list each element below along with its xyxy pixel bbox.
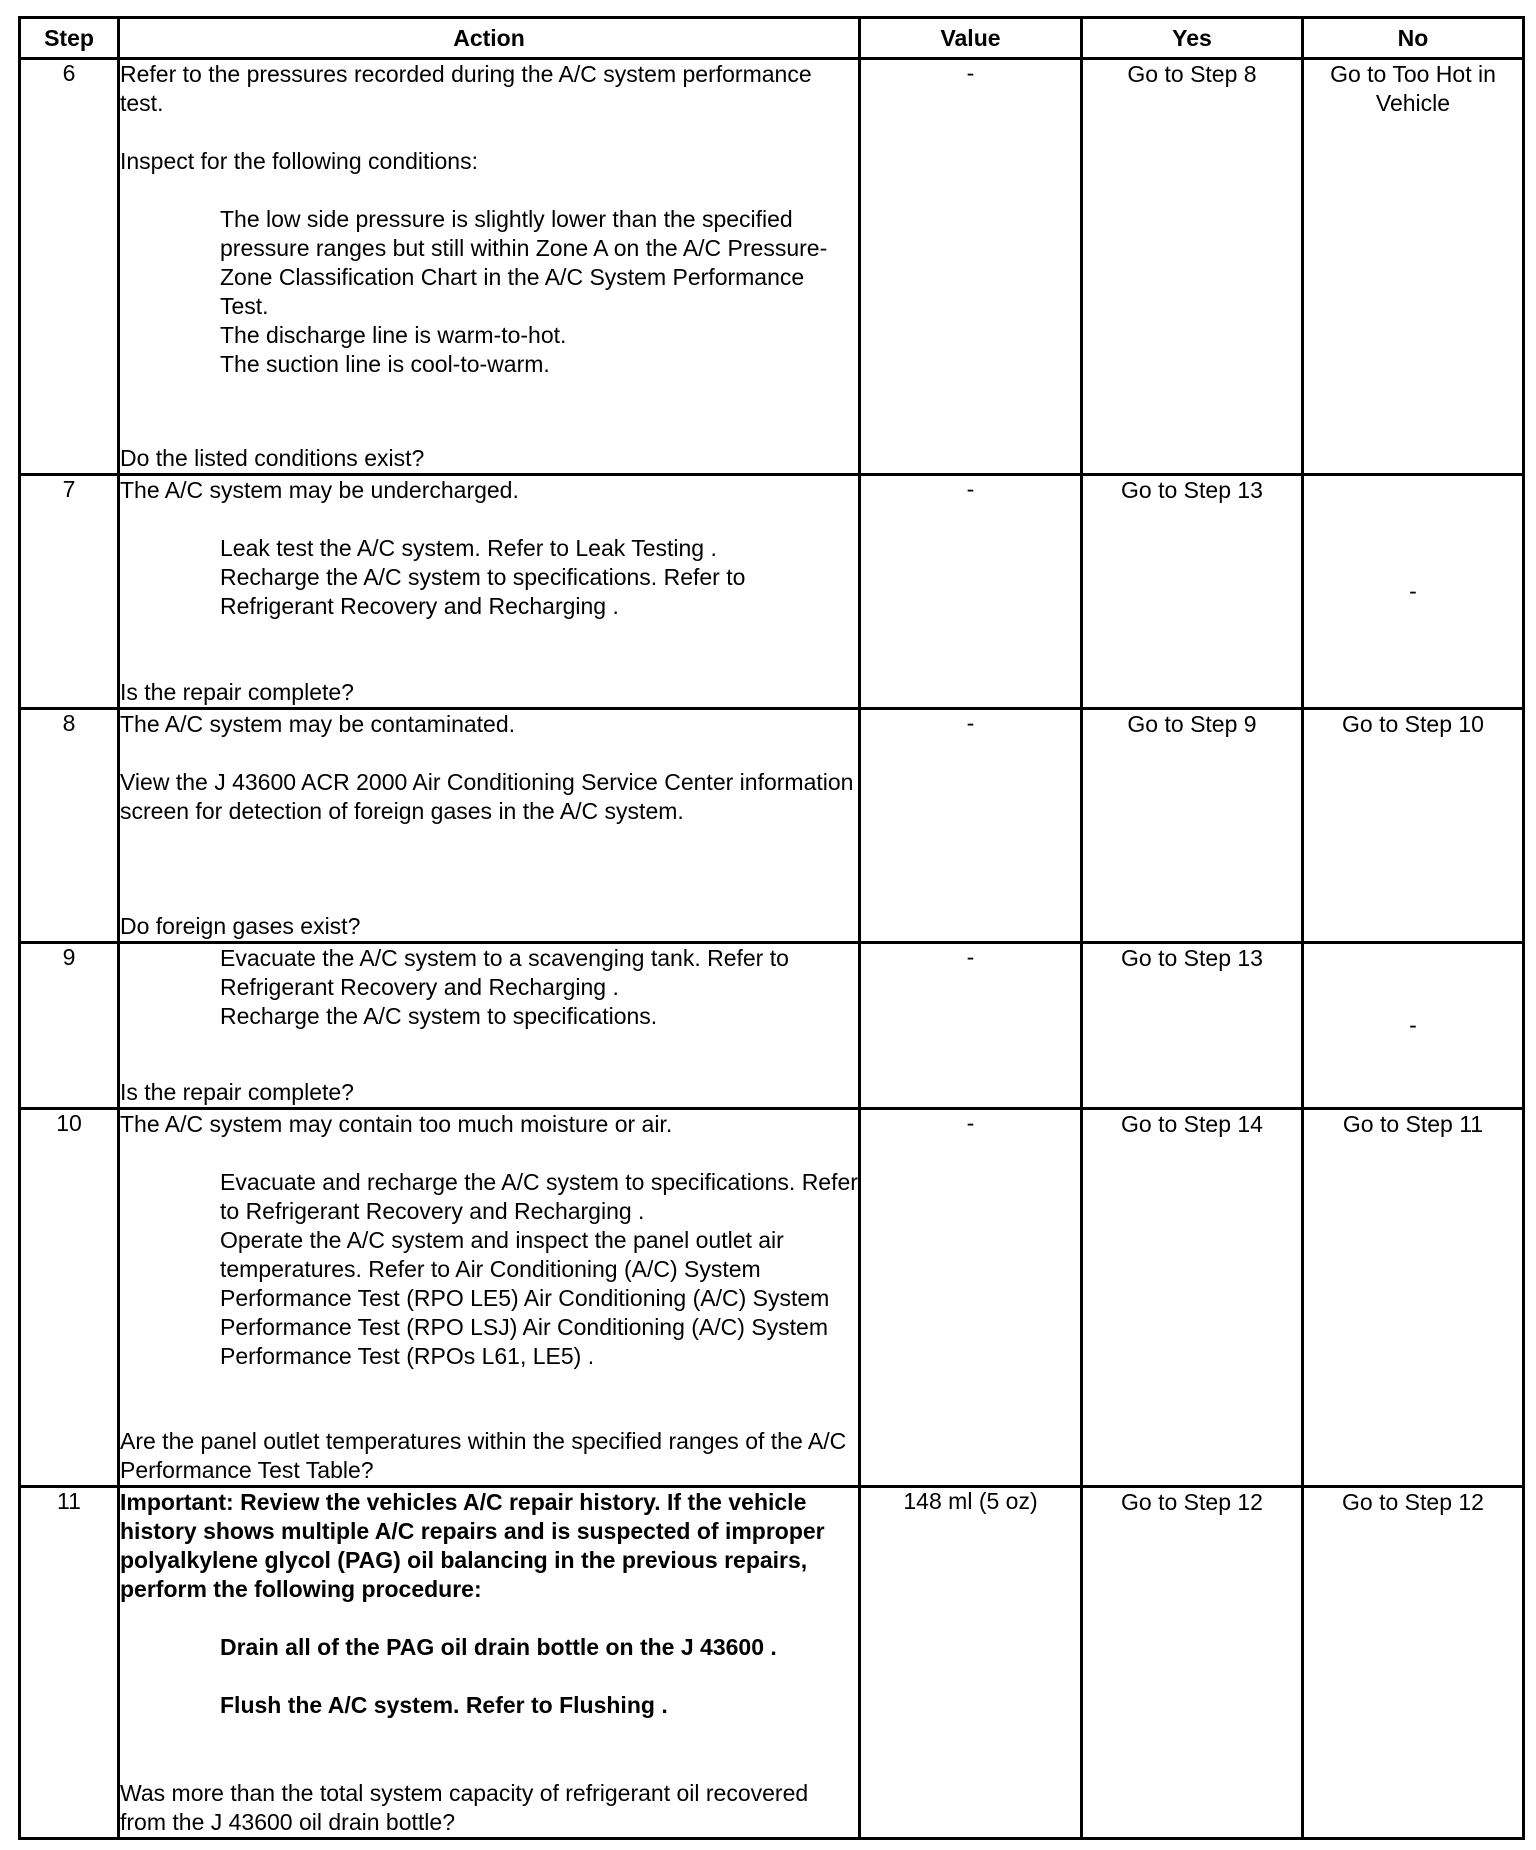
no-cell: - xyxy=(1303,943,1524,1109)
yes-cell: Go to Step 12 xyxy=(1082,1487,1303,1839)
step-number: 8 xyxy=(20,709,119,943)
action-cell xyxy=(119,943,860,1109)
table-row-step-10 xyxy=(20,1109,1524,1487)
action-item: The discharge line is warm-to-hot. xyxy=(220,322,567,348)
action-item: Evacuate and recharge the A/C system to specifications. Refer to Refrigerant Recovery and Recharging . xyxy=(220,1169,858,1224)
action-item: Recharge the A/C system to specifications. Refer to Refrigerant Recovery and Recharging . xyxy=(220,564,746,619)
action-intro-2: View the J 43600 ACR 2000 Air Conditioning Service Center information screen for detection of foreign gases in the A/C system. xyxy=(120,769,854,824)
yes-cell: Go to Step 9 xyxy=(1082,709,1303,943)
action-item: The suction line is cool-to-warm. xyxy=(220,351,550,377)
table-row-step-8 xyxy=(20,709,1524,943)
no-cell: - xyxy=(1303,475,1524,709)
action-intro: The A/C system may contain too much moisture or air. xyxy=(120,1111,673,1137)
action-question: Is the repair complete? xyxy=(120,1079,354,1105)
action-item: Drain all of the PAG oil drain bottle on the J 43600 . xyxy=(220,1634,777,1660)
header-row xyxy=(20,18,1524,59)
yes-cell: Go to Step 8 xyxy=(1082,59,1303,475)
action-item: Recharge the A/C system to specifications. xyxy=(220,1003,658,1029)
yes-cell: Go to Step 14 xyxy=(1082,1109,1303,1487)
action-item: Operate the A/C system and inspect the panel outlet air temperatures. Refer to Air Conditioning (A/C) System Performance Test (RPO LE5) Air Conditioning (A/C) System Performance Test (RPO LSJ) Air Conditioning (A/C) System Performance Test (RPOs L61, LE5) . xyxy=(220,1227,830,1369)
action-item: Flush the A/C system. Refer to Flushing . xyxy=(220,1692,668,1718)
value-cell: 148 ml (5 oz) xyxy=(860,1487,1082,1839)
important-note: Important: Review the vehicles A/C repair history. If the vehicle history shows multiple A/C repairs and is suspected of improper polyalkylene glycol (PAG) oil balancing in the previous repairs, perform the following procedure: xyxy=(120,1489,825,1602)
step-number: 6 xyxy=(20,59,119,475)
step-number: 11 xyxy=(20,1487,119,1839)
action-cell xyxy=(119,709,860,943)
action-cell xyxy=(119,1109,860,1487)
no-cell: Go to Step 10 xyxy=(1303,709,1524,943)
action-cell xyxy=(119,1487,860,1839)
value-cell: - xyxy=(860,475,1082,709)
step-number: 9 xyxy=(20,943,119,1109)
action-intro: The A/C system may be undercharged. xyxy=(120,477,519,503)
no-cell: Go to Step 11 xyxy=(1303,1109,1524,1487)
header-no: No xyxy=(1303,18,1524,59)
header-action: Action xyxy=(119,18,860,59)
action-cell xyxy=(119,475,860,709)
table-row-step-11 xyxy=(20,1487,1524,1839)
table-row-step-7 xyxy=(20,475,1524,709)
action-item: Evacuate the A/C system to a scavenging tank. Refer to Refrigerant Recovery and Recharging . xyxy=(220,945,789,1000)
step-number: 10 xyxy=(20,1109,119,1487)
action-intro-2: Inspect for the following conditions: xyxy=(120,148,478,174)
table-row-step-9 xyxy=(20,943,1524,1109)
action-cell xyxy=(119,59,860,475)
action-item: The low side pressure is slightly lower than the specified pressure ranges but still within Zone A on the A/C Pressure-Zone Classification Chart in the A/C System Performance Test. xyxy=(220,206,828,319)
action-question: Is the repair complete? xyxy=(120,679,354,705)
value-cell: - xyxy=(860,1109,1082,1487)
action-item: Leak test the A/C system. Refer to Leak Testing . xyxy=(220,535,717,561)
value-cell: - xyxy=(860,943,1082,1109)
header-value: Value xyxy=(860,18,1082,59)
yes-cell: Go to Step 13 xyxy=(1082,943,1303,1109)
no-cell: Go to Too Hot in Vehicle xyxy=(1303,59,1524,475)
action-question: Are the panel outlet temperatures within the specified ranges of the A/C Performance Test Table? xyxy=(120,1428,847,1483)
diagnostic-table-sheet xyxy=(18,16,1522,1835)
table-row-step-6 xyxy=(20,59,1524,475)
header-step: Step xyxy=(20,18,119,59)
action-intro: The A/C system may be contaminated. xyxy=(120,711,516,737)
action-question: Was more than the total system capacity of refrigerant oil recovered from the J 43600 oil drain bottle? xyxy=(120,1780,809,1835)
action-intro: Refer to the pressures recorded during the A/C system performance test. xyxy=(120,61,812,116)
value-cell: - xyxy=(860,709,1082,943)
step-number: 7 xyxy=(20,475,119,709)
value-cell: - xyxy=(860,59,1082,475)
no-cell: Go to Step 12 xyxy=(1303,1487,1524,1839)
action-question: Do foreign gases exist? xyxy=(120,913,361,939)
diagnostic-table xyxy=(18,16,1525,1840)
action-question: Do the listed conditions exist? xyxy=(120,445,425,471)
yes-cell: Go to Step 13 xyxy=(1082,475,1303,709)
header-yes: Yes xyxy=(1082,18,1303,59)
